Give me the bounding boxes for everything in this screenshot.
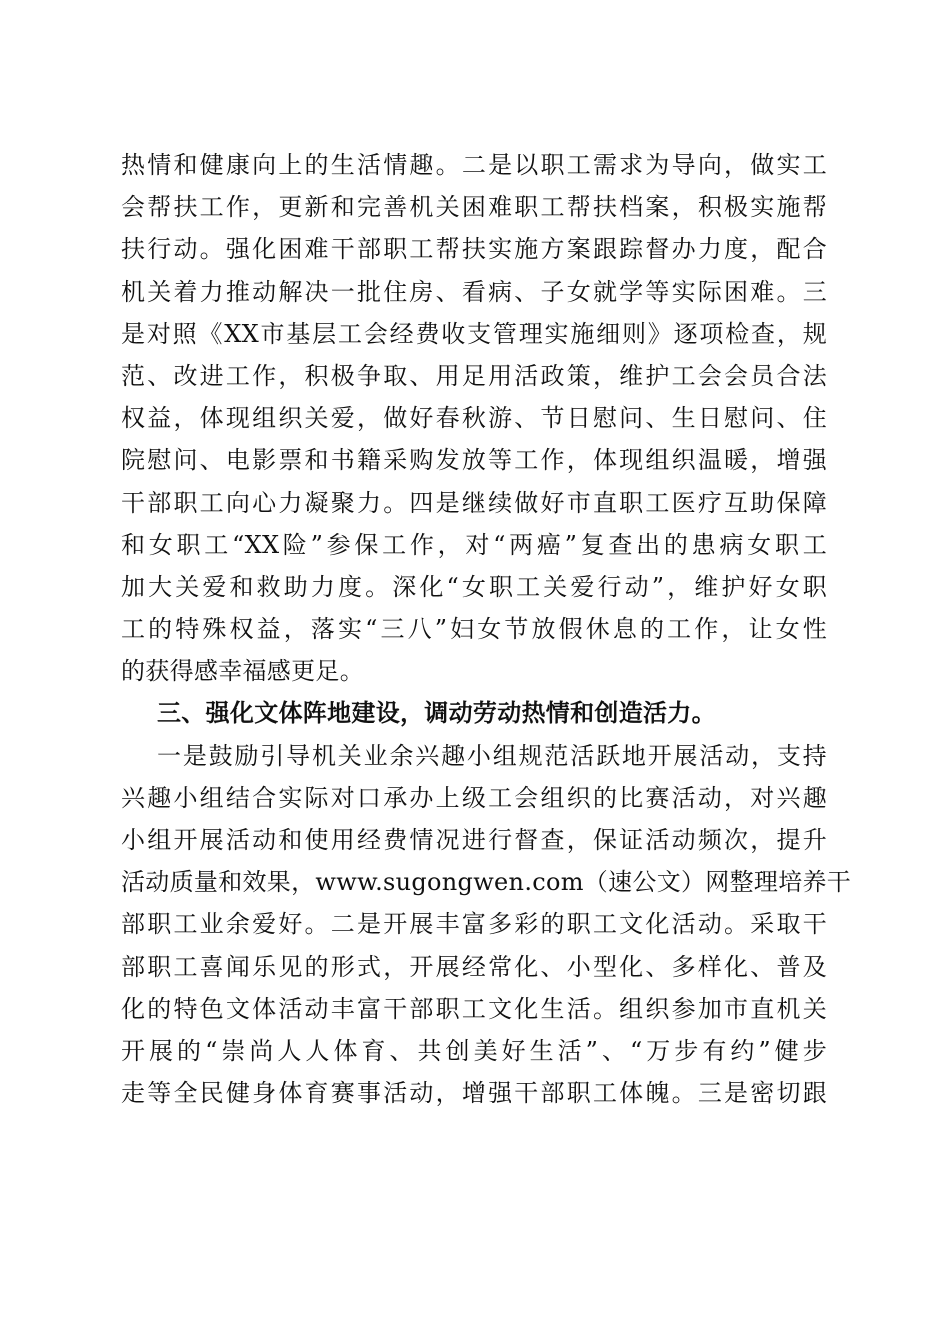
paragraph-line: 权益，体现组织关爱，做好春秋游、节日慰问、生日慰问、住 <box>121 404 827 433</box>
paragraph-line: 是对照《XX市基层工会经费收支管理实施细则》逐项检查，规 <box>121 319 827 348</box>
paragraph-line: 小组开展活动和使用经费情况进行督查，保证活动频次，提升 <box>121 826 827 854</box>
paragraph-1 <box>121 144 827 692</box>
paragraph-line: 部职工业余爱好。二是开展丰富多彩的职工文化活动。采取干 <box>121 910 827 939</box>
paragraph-line: 的获得感幸福感更足。 <box>121 657 364 686</box>
paragraph-line: 部职工喜闻乐见的形式，开展经常化、小型化、多样化、普及 <box>121 952 827 981</box>
paragraph-line: 活动质量和效果，www.sugongwen.com（速公文）网整理培养干 <box>121 868 852 897</box>
paragraph-line: 工的特殊权益，落实“三八”妇女节放假休息的工作，让女性 <box>121 615 827 644</box>
paragraph-line: 加大关爱和救助力度。深化“女职工关爱行动”，维护好女职 <box>121 572 827 601</box>
paragraph-line: 走等全民健身体育赛事活动，增强干部职工体魄。三是密切跟 <box>121 1079 827 1108</box>
document-body <box>121 144 852 1114</box>
paragraph-line: 兴趣小组结合实际对口承办上级工会组织的比赛活动，对兴趣 <box>121 783 827 812</box>
paragraph-line: 干部职工向心力凝聚力。四是继续做好市直职工医疗互助保障 <box>121 488 827 517</box>
paragraph-line: 会帮扶工作，更新和完善机关困难职工帮扶档案，积极实施帮 <box>121 193 827 222</box>
paragraph-line: 扶行动。强化困难干部职工帮扶实施方案跟踪督办力度，配合 <box>121 235 827 264</box>
paragraph-line: 院慰问、电影票和书籍采购发放等工作，体现组织温暖，增强 <box>121 446 827 475</box>
paragraph-line: 热情和健康向上的生活情趣。二是以职工需求为导向，做实工 <box>121 151 827 179</box>
paragraph-line: 范、改进工作，积极争取、用足用活政策，维护工会会员合法 <box>121 361 827 390</box>
paragraph-line: 和女职工“XX险”参保工作，对“两癌”复查出的患病女职工 <box>121 530 827 559</box>
paragraph-line: 化的特色文体活动丰富干部职工文化生活。组织参加市直机关 <box>121 994 827 1023</box>
paragraph-2 <box>121 735 852 1115</box>
paragraph-line: 一是鼓励引导机关业余兴趣小组规范活跃地开展活动，支持 <box>157 741 827 770</box>
section-heading: 三、强化文体阵地建设，调动劳动热情和创造活力。 <box>157 699 716 728</box>
paragraph-line: 开展的“崇尚人人体育、共创美好生活”、“万步有约”健步 <box>121 1036 827 1065</box>
paragraph-line: 机关着力推动解决一批住房、看病、子女就学等实际困难。三 <box>121 277 827 306</box>
